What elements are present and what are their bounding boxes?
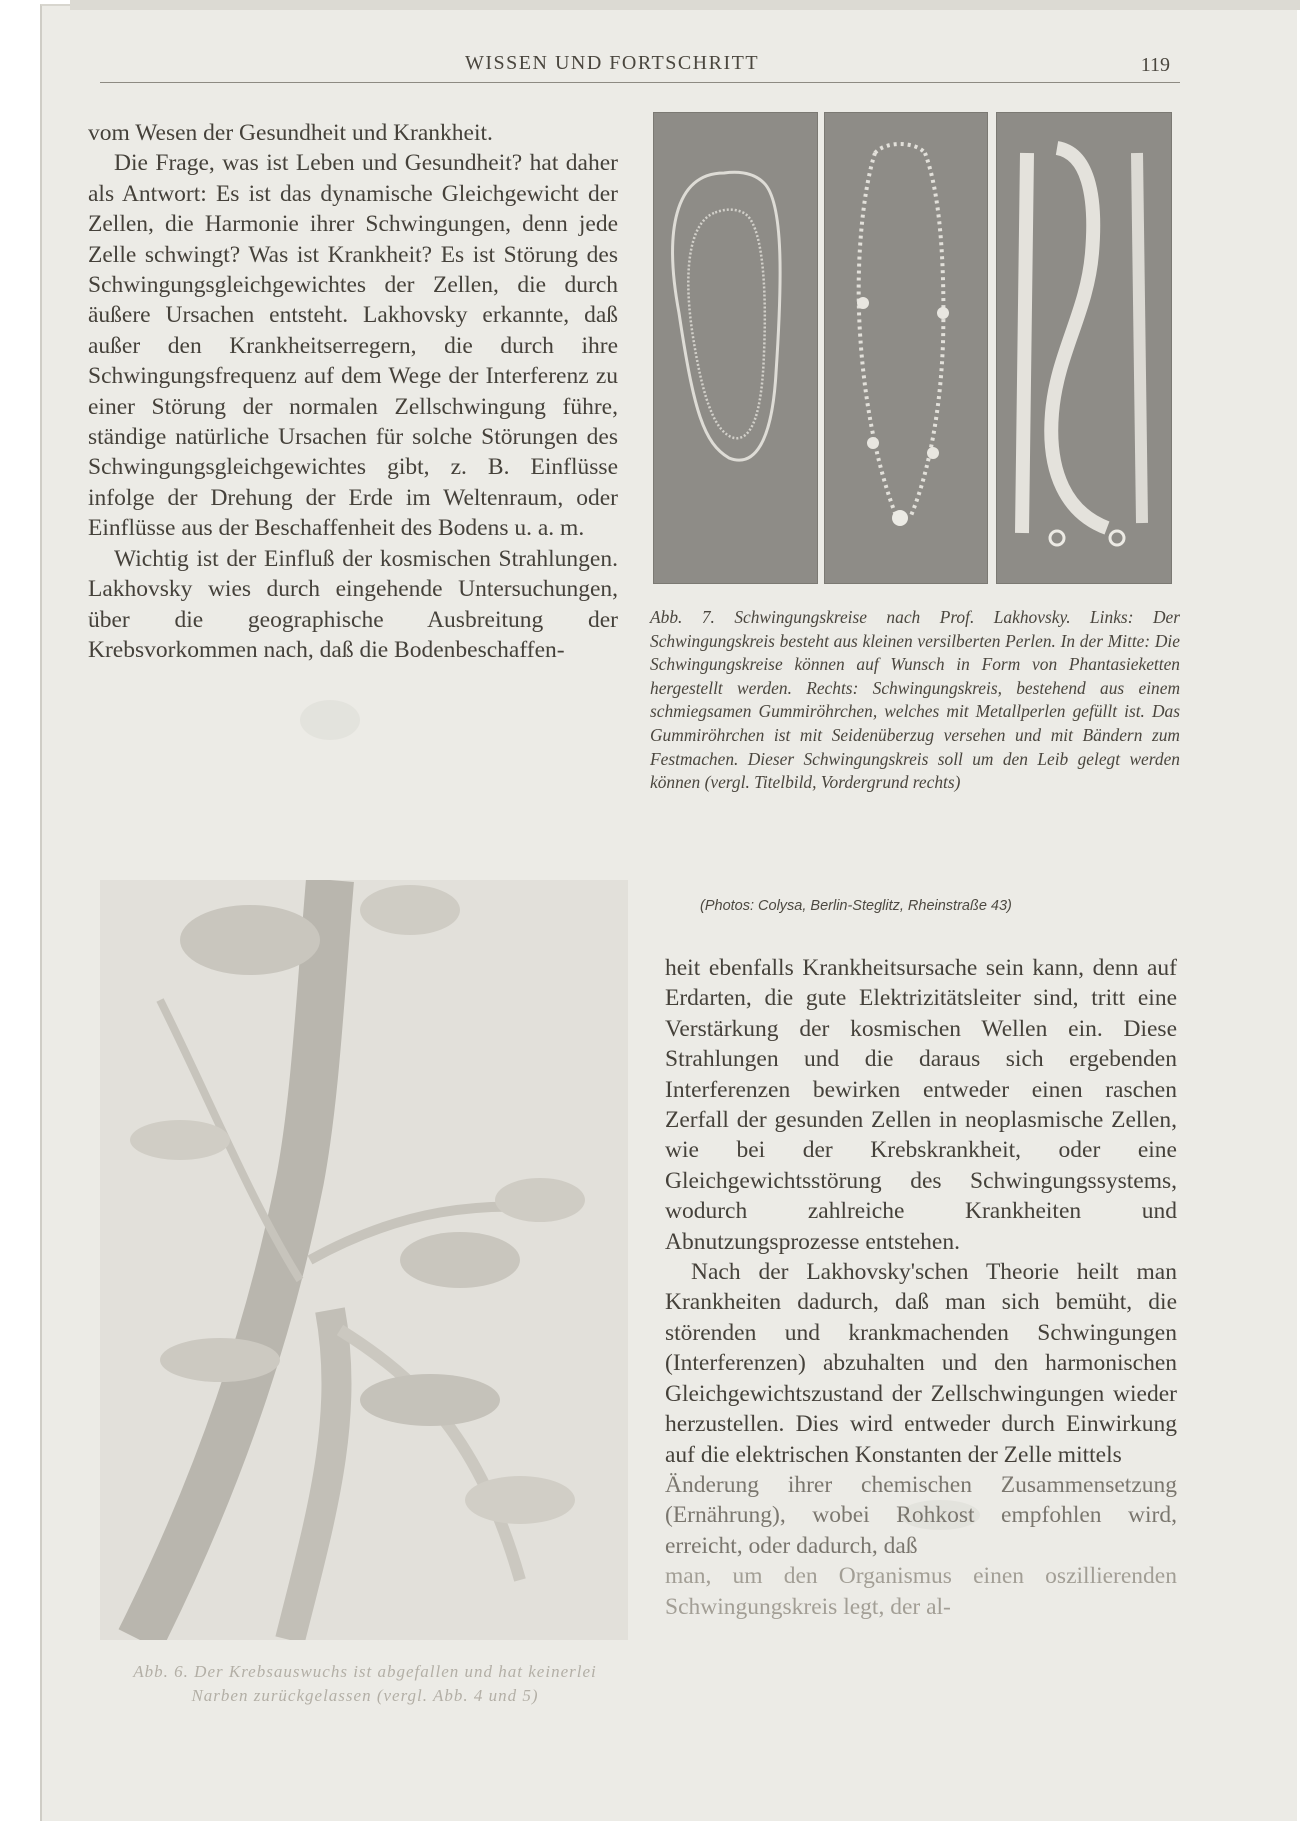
left-column-text [88,118,618,665]
photo-panel-right-rubber-tube-circuit [996,112,1172,584]
paragraph: Nach der Lakhovsky'schen Theorie heilt man Krankheiten dadurch, daß man sich bemüht, die störenden und krankmachenden Schwingungen (Interferenzen) abzuhalten und den harmonischen Gleichgewichtszustand der Zellschwingungen wieder herzustellen. Dies wird entweder durch Einwirkung auf die elektrischen Konstanten der Zelle mittels [665,1259,1177,1468]
paragraph-faded: man, um den Organismus einen oszillierenden Schwingungskreis legt, der al- [665,1563,1177,1620]
page-number: 119 [1140,54,1170,76]
figure-6-plant-photo [100,880,628,1640]
photo-panel-middle-fancy-chain [824,112,988,584]
photo-credit: (Photos: Colysa, Berlin-Steglitz, Rheinstraße 43) [700,898,1012,914]
page-top-edge [70,0,1300,10]
paragraph: heit ebenfalls Krankheitsursache sein kann, denn auf Erdarten, die gute Elektrizitätsleiter sind, tritt eine Verstärkung der kosmischen Wellen ein. Diese Strahlungen und die daraus sich ergebenden Interferenzen bewirken entweder einen raschen Zerfall der gesunden Zellen in neoplasmische Zellen, wie bei der Krebskrankheit, oder eine Gleichgewichtsstörung des Schwingungssystems, wodurch zahlreiche Krankheiten und Abnutzungsprozesse entstehen. [665,955,1177,1255]
figure-7-photos [653,112,1170,582]
paragraph: Wichtig ist der Einfluß der kosmischen Strahlungen. Lakhovsky wies durch eingehende Untersuchungen, über die geographische Ausbreitung der Krebsvorkommen nach, daß die Bodenbeschaffen- [88,545,618,663]
paragraph: vom Wesen der Gesundheit und Krankheit. [88,120,493,146]
right-column-text [665,953,1177,1622]
running-head: WISSEN UND FORTSCHRITT [465,52,760,74]
paragraph-faded: Änderung ihrer chemischen Zusammensetzung (Ernährung), wobei Rohkost empfohlen wird, erreicht, oder dadurch, daß [665,1471,1177,1559]
page-header [100,52,1180,83]
figure-7-caption: Abb. 7. Schwingungskreise nach Prof. Lakhovsky. Links: Der Schwingungskreis besteht aus kleinen versilberten Perlen. In der Mitte: Die Schwingungskreise können auf Wunsch in Form von Phantasieketten hergestellt werden. Rechts: Schwingungskreis, bestehend aus einem schmiegsamen Gummiröhrchen, welches mit Metallperlen gefüllt ist. Das Gummiröhrchen ist mit Seidenüberzug versehen und mit Bändern zum Festmachen. Dieser Schwingungskreis soll um den Leib gelegt werden können (vergl. Titelbild, Vordergrund rechts) [650,607,1180,793]
paper-stain [300,700,360,740]
figure-6-caption: Abb. 6. Der Krebsauswuchs ist abgefallen und hat keinerlei Narben zurückgelassen (vergl. Abb. 4 und 5) [133,1662,597,1705]
paragraph: Die Frage, was ist Leben und Gesundheit? hat daher als Antwort: Es ist das dynamische Gleichgewicht der Zellen, die Harmonie ihrer Schwingungen, denn jede Zelle schwingt? Was ist Krankheit? Es ist Störung des Schwingungsgleichgewichtes der Zellen, die durch äußere Ursachen entsteht. Lakhovsky erkannte, daß außer den Krankheitserregern, die durch ihre Schwingungsfrequenz auf dem Wege der Interferenz zu einer Störung der normalen Zellschwingung führe, ständige natürliche Ursachen für solche Störungen des Schwingungsgleichgewichtes gibt, z. B. Einflüsse infolge der Drehung der Erde im Weltenraum, oder Einflüsse aus der Beschaffenheit des Bodens u. a. m. [88,150,618,542]
photo-panel-left-beaded-circuit [653,112,818,584]
